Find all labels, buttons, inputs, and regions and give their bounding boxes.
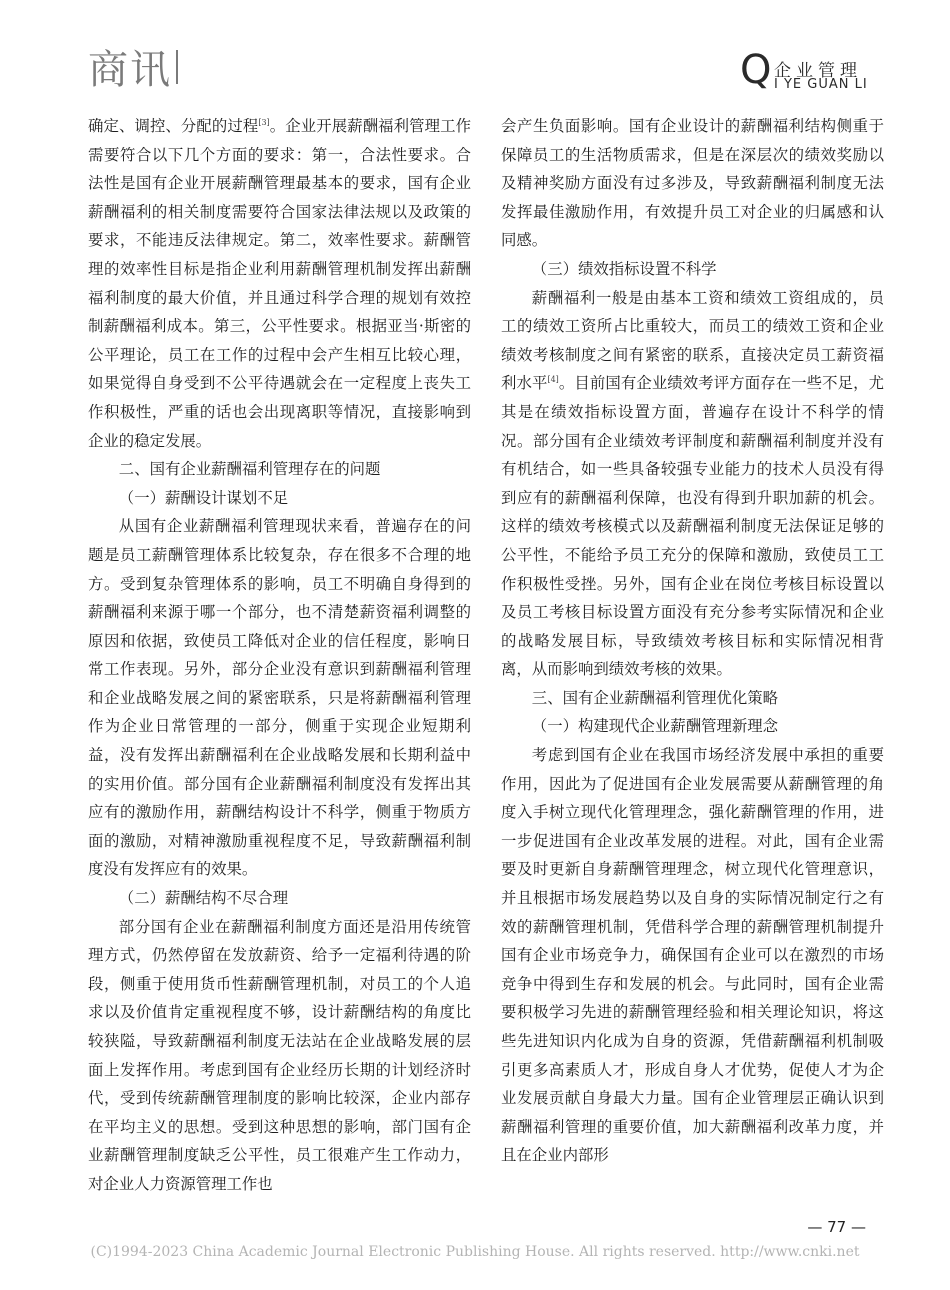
copyright-footer: (C)1994-2023 China Academic Journal Electronic Publishing House. All rights reserved. http://www.cnki.net bbox=[90, 1244, 860, 1260]
logo-divider bbox=[176, 50, 178, 84]
column-logo bbox=[740, 47, 880, 96]
subsection-heading: （三）绩效指标设置不科学 bbox=[531, 259, 717, 278]
right-column bbox=[501, 112, 884, 1170]
paragraph: 薪酬福利一般是由基本工资和绩效工资组成的，员工的绩效工资所占比重较大，而员工的绩效工资和企业绩效考核制度之间有紧密的联系，直接决定员工薪资福利水平[4]。目前国有企业绩效考评方面存在一些不足，尤其是在绩效指标设置方面，普遍存在设计不科学的情况。部分国有企业绩效考评制度和薪酬福利制度并没有有机结合，如一些具备较强专业能力的技术人员没有得到应有的薪酬福利保障，也没有得到升职加薪的机会。这样的绩效考核模式以及薪酬福利制度无法保证足够的公平性，不能给予员工充分的保障和激励，致使员工工作积极性受挫。另外，国有企业在岗位考核目标设置以及员工考核目标设置方面没有充分参考实际情况和企业的战略发展目标，导致绩效考核目标和实际情况相背离，从而影响到绩效考核的效果。 bbox=[501, 288, 884, 679]
journal-logo-text: 商讯 bbox=[88, 47, 172, 93]
section-heading: 二、国有企业薪酬福利管理存在的问题 bbox=[118, 460, 381, 479]
column-logo-letter: Q bbox=[740, 47, 772, 93]
subsection-heading: （一）薪酬设计谋划不足 bbox=[118, 488, 289, 507]
citation-ref: [4] bbox=[547, 375, 559, 385]
section-heading: 三、国有企业薪酬福利管理优化策略 bbox=[531, 688, 779, 707]
paragraph: 确定、调控、分配的过程[3]。企业开展薪酬福利管理工作需要符合以下几个方面的要求：第一，合法性要求。合法性是国有企业开展薪酬管理最基本的要求，国有企业薪酬福利的相关制度需要符合国家法律法规以及政策的要求，不能违反法律规定。第二，效率性要求。薪酬管理的效率性目标是指企业利用薪酬管理机制发挥出薪酬福利制度的最大价值，并且通过科学合理的规划有效控制薪酬福利成本。第三，公平性要求。根据亚当·斯密的公平理论，员工在工作的过程中会产生相互比较心理，如果觉得自身受到不公平待遇就会在一定程度上丧失工作积极性，严重的话也会出现离职等情况，直接影响到企业的稳定发展。 bbox=[88, 117, 471, 450]
column-title-cn: 企业管理 bbox=[774, 61, 862, 81]
left-column bbox=[88, 112, 471, 1199]
paragraph: 从国有企业薪酬福利管理现状来看，普遍存在的问题是员工薪酬管理体系比较复杂，存在很多不合理的地方。受到复杂管理体系的影响，员工不明确自身得到的薪酬福利来源于哪一个部分，也不清楚薪资福利调整的原因和依据，致使员工降低对企业的信任程度，影响日常工作表现。另外，部分企业没有意识到薪酬福利管理和企业战略发展之间的紧密联系，只是将薪酬福利管理作为企业日常管理的一部分，侧重于实现企业短期利益，没有发挥出薪酬福利在企业战略发展和长期利益中的实用价值。部分国有企业薪酬福利制度没有发挥出其应有的激励作用，薪酬结构设计不科学，侧重于物质方面的激励，对精神激励重视程度不足，导致薪酬福利制度没有发挥应有的效果。 bbox=[88, 517, 471, 879]
citation-ref: [3] bbox=[258, 117, 270, 127]
paragraph: 部分国有企业在薪酬福利制度方面还是沿用传统管理方式，仍然停留在发放薪资、给予一定福利待遇的阶段，侧重于使用货币性薪酬管理机制，对员工的个人追求以及价值肯定重视程度不够，设计薪酬结构的角度比较狭隘，导致薪酬福利制度无法站在企业战略发展的层面上发挥作用。考虑到国有企业经历长期的计划经济时代，受到传统薪酬管理制度的影响比较深，企业内部存在平均主义的思想。受到这种思想的影响，部门国有企业薪酬管理制度缺乏公平性，员工很难产生工作动力，对企业人力资源管理工作也 bbox=[88, 917, 471, 1193]
journal-logo bbox=[88, 47, 178, 93]
paragraph: 考虑到国有企业在我国市场经济发展中承担的重要作用，因此为了促进国有企业发展需要从薪酬管理的角度入手树立现代化管理理念，强化薪酬管理的作用，进一步促进国有企业改革发展的进程。对此，国有企业需要及时更新自身薪酬管理理念，树立现代化管理意识，并且根据市场发展趋势以及自身的实际情况制定行之有效的薪酬管理机制，凭借科学合理的薪酬管理机制提升国有企业市场竞争力，确保国有企业可以在激烈的市场竞争中得到生存和发展的机会。与此同时，国有企业需要积极学习先进的薪酬管理经验和相关理论知识，将这些先进知识内化成为自身的资源，凭借薪酬福利机制吸引更多高素质人才，形成自身人才优势，促使人才为企业发展贡献自身最大力量。国有企业管理层正确认识到薪酬福利管理的重要价值，加大薪酬福利改革力度，并且在企业内部形 bbox=[501, 746, 884, 1165]
subsection-heading: （一）构建现代企业薪酬管理新理念 bbox=[531, 717, 779, 736]
column-title-en: I YE GUAN LI bbox=[774, 77, 868, 92]
page-number: — 77 — bbox=[807, 1218, 866, 1236]
paragraph: 会产生负面影响。国有企业设计的薪酬福利结构侧重于保障员工的生活物质需求，但是在深层次的绩效奖励以及精神奖励方面没有过多涉及，导致薪酬福利制度无法发挥最佳激励作用，有效提升员工对企业的归属感和认同感。 bbox=[501, 117, 884, 250]
subsection-heading: （二）薪酬结构不尽合理 bbox=[118, 889, 289, 908]
